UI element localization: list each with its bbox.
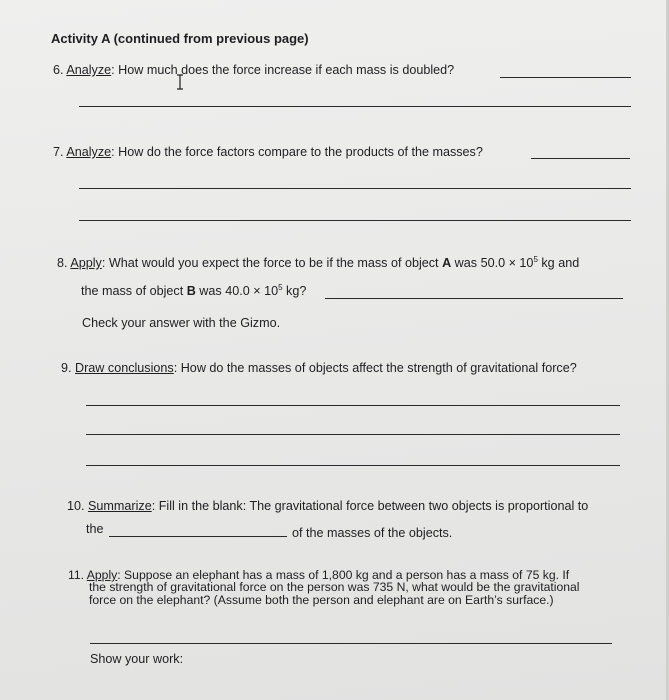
question-label: Apply — [70, 256, 102, 270]
answer-blank-7[interactable] — [531, 158, 630, 159]
answer-line-9c[interactable] — [86, 465, 620, 466]
question-text: : Suppose an elephant has a mass of 1,800 kg and a person has a mass of 75 kg. If — [117, 568, 570, 582]
answer-line-9a[interactable] — [86, 405, 620, 406]
question-number: 6. — [53, 63, 64, 77]
question-7 — [53, 145, 483, 160]
answer-blank-6[interactable] — [500, 77, 631, 78]
question-label: Analyze — [66, 63, 112, 77]
mass-b-value: was 40.0 × 10 — [195, 284, 279, 298]
question-11-line-2: the strength of gravitational force on the person was 735 N, what would be the gravitational — [89, 580, 580, 594]
question-label: Draw conclusions — [75, 361, 174, 375]
answer-line-11[interactable] — [90, 643, 612, 644]
answer-line-6[interactable] — [79, 106, 631, 107]
question-number: 9. — [61, 361, 72, 375]
question-text: : Fill in the blank: The gravitational force between two objects is proportional to — [151, 499, 589, 513]
unit-text: kg and — [537, 256, 580, 270]
text-cursor-icon — [175, 74, 185, 90]
question-number: 11. — [68, 568, 85, 582]
question-text: : What would you expect the force to be if the mass of object — [101, 256, 443, 270]
answer-line-9b[interactable] — [86, 434, 620, 435]
question-text: : How much does the force increase if each mass is doubled? — [111, 63, 455, 77]
exponent: 5 — [533, 255, 538, 264]
question-8-line-2 — [81, 284, 306, 299]
mass-a-value: was 50.0 × 10 — [451, 256, 534, 270]
question-label: Summarize — [88, 499, 152, 513]
question-10-the: the — [86, 522, 104, 536]
question-text: : How do the masses of objects affect the strength of gravitational force? — [173, 361, 577, 375]
answer-line-7a[interactable] — [79, 188, 631, 189]
show-work-label: Show your work: — [90, 652, 184, 666]
exponent: 5 — [278, 283, 283, 292]
question-label: Analyze — [66, 145, 112, 159]
fill-in-blank-10[interactable] — [109, 536, 287, 537]
check-gizmo-note: Check your answer with the Gizmo. — [82, 316, 281, 330]
answer-line-7b[interactable] — [79, 220, 631, 221]
question-number: 8. — [57, 256, 68, 270]
question-text: : How do the force factors compare to the products of the masses? — [111, 145, 483, 159]
question-6 — [53, 63, 454, 78]
object-b-label: B — [186, 284, 196, 298]
question-10 — [67, 499, 588, 514]
question-text: the mass of object — [81, 284, 187, 298]
question-11-line-3: force on the elephant? (Assume both the person and elephant are on Earth’s surface.) — [89, 593, 554, 607]
question-label: Apply — [86, 568, 118, 582]
question-number: 7. — [53, 145, 64, 159]
page-heading: Activity A (continued from previous page) — [51, 31, 309, 46]
unit-text: kg? — [282, 284, 307, 298]
question-9 — [61, 361, 577, 376]
question-number: 10. — [67, 499, 85, 513]
question-8 — [57, 256, 579, 271]
question-10-tail: of the masses of the objects. — [292, 526, 453, 540]
object-a-label: A — [442, 256, 452, 270]
answer-blank-8[interactable] — [325, 298, 623, 299]
